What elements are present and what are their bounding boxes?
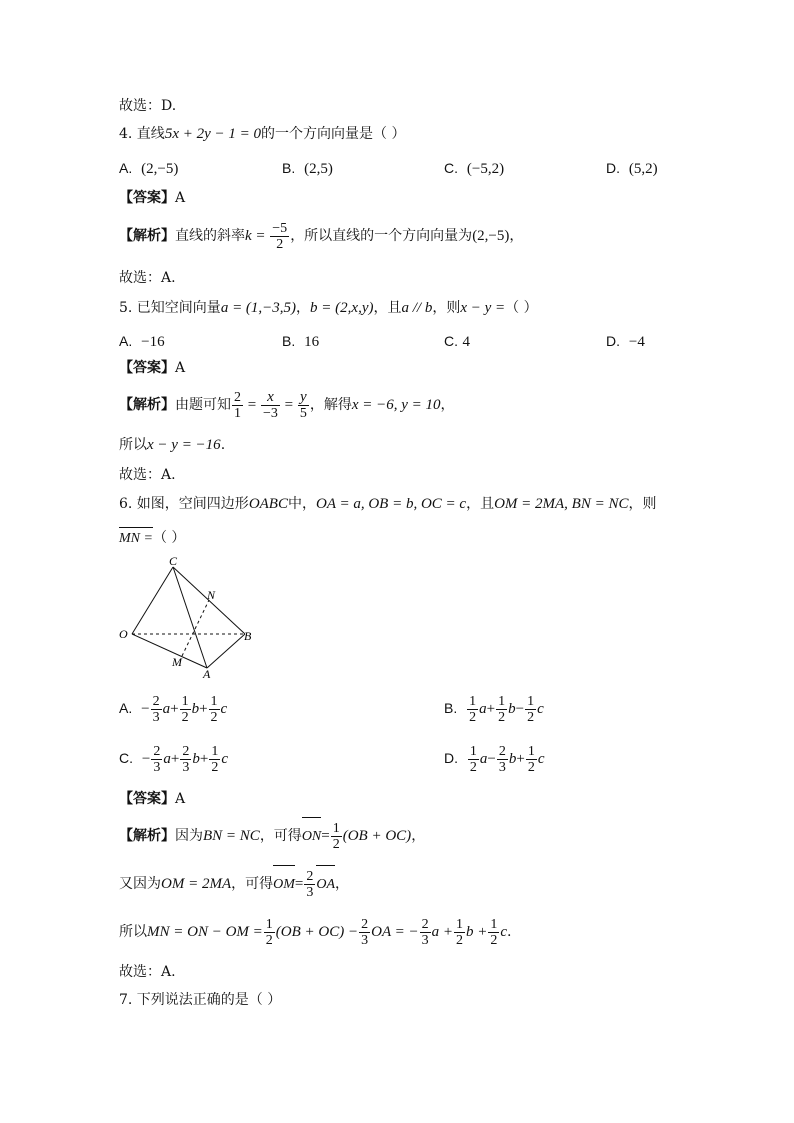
mn-vector: MN = [119,529,153,549]
vector-a: a [479,751,488,767]
q4-line-equation: 5x + 2y − 1 = 0 [164,126,261,142]
option-label: D. [606,333,620,349]
option-text: (2,−5) [141,161,179,177]
q4-option-b [282,158,333,179]
vector-sum: (OB + OC) − [275,924,359,940]
separator: ，则 [432,300,461,316]
mn-expansion: MN = ON − OM = [147,924,263,940]
operator: − [487,751,496,767]
analysis-end: ， [440,397,455,413]
label-m: M [172,655,182,669]
analysis-text: ，可得 [259,828,302,844]
result-prefix: 所以 [119,437,147,453]
q4-option-d [606,158,658,179]
q6-analysis-line3 [119,914,511,950]
condition: BN = NC [203,828,260,844]
vector-a-def: a = (1,−3,5) [220,300,297,316]
equals: = [321,828,330,844]
analysis-tag: 【解析】 [119,397,175,413]
vector-b-def: b = (2,x,y) [310,300,374,316]
fraction [232,390,243,421]
numerator: 1 [490,916,498,932]
denominator: 3 [306,884,314,900]
coef [209,694,220,725]
q6-stem-text: ，且 [466,496,495,512]
analysis-text: ，所以直线的一个方向向量为 [290,228,473,244]
term-a: a + [431,924,453,940]
numerator: 2 [153,743,161,759]
q6-stem-text: 中， [287,496,316,512]
coef [496,694,507,725]
option-label: B. [444,700,458,716]
edge-co [132,567,173,634]
answer-tag: 【答案】 [119,791,175,807]
q5-analysis: 【解析】由题可知 $\frac{2}{1}$ = $\frac{x}{-3}$ = $\frac{y}{5}$ ，解得x = −6, y = 10， [119,388,455,421]
vector-a: a [162,701,171,717]
fraction [304,869,315,900]
q5-option-c [444,331,470,352]
fraction [488,917,499,948]
segment-mn-dashed [182,600,209,656]
fraction [261,390,280,421]
fraction [264,917,275,948]
denominator: 2 [469,709,477,725]
option-label: A. [119,333,133,349]
separator: ，且 [373,300,402,316]
coef [467,694,478,725]
option-text: −4 [628,334,645,350]
option-label: A. [119,160,133,176]
numerator: 2 [234,389,241,405]
label-n: N [207,588,216,602]
q6-option-c [119,740,228,777]
answer-tag: 【答案】 [119,360,175,376]
denominator: 3 [153,759,161,775]
operator: + [170,751,180,767]
option-text: −16 [141,334,165,350]
vector-sum: (OB + OC) [342,828,412,844]
coef [525,694,536,725]
coef [468,744,479,775]
q6-analysis-line2 [119,866,349,903]
operator: + [170,701,179,717]
q4-stem [119,124,405,144]
point-conditions: OM = 2MA, BN = NC [494,496,629,512]
denominator: 2 [276,236,284,252]
direction-vector: (2,−5) [472,228,510,244]
vector-c: c [221,751,228,767]
numerator: 2 [498,743,506,759]
term-b: b + [465,924,488,940]
denominator: 2 [498,709,506,725]
result-expr: x − y = −16 [147,437,221,453]
numerator: 1 [527,693,535,709]
option-text: 16 [304,334,320,350]
denominator: 2 [181,709,189,725]
q5-stem-suffix: （ ） [505,300,538,316]
parallel-condition: a // b [401,300,433,316]
denominator: 2 [265,932,273,948]
numerator: 1 [210,693,218,709]
denominator: 1 [234,405,241,421]
numerator: 1 [469,743,477,759]
analysis-end: ， [509,228,524,244]
slope-fraction [270,221,289,252]
term-c: c [500,924,507,940]
denominator: 2 [490,932,498,948]
operator: + [199,701,208,717]
numerator: 1 [469,693,477,709]
numerator: 1 [455,916,463,932]
label-a: A [203,667,211,681]
slope-label: k = [245,228,270,244]
option-text: (5,2) [628,161,658,177]
fraction [420,917,431,948]
answer-blank: （ ） [152,530,186,546]
result-end: . [220,437,226,453]
q4-conclusion: 故选：A. [119,270,176,286]
denominator: 2 [469,759,477,775]
solution: x = −6, y = 10 [351,397,441,413]
vector-c: c [537,751,545,767]
analysis-text: 因为 [175,828,203,844]
vector-b: b [508,701,516,717]
vector-c: c [537,701,544,717]
answer-value: A [175,360,186,376]
denominator: 3 [182,759,190,775]
q6-option-a [119,690,227,727]
q6-stem-line2 [119,528,185,549]
numerator: 1 [265,916,273,932]
numerator: 2 [421,916,429,932]
option-label: D. [606,160,620,176]
analysis-tag: 【解析】 [119,828,175,844]
option-label: B. [282,160,296,176]
q6-stem-text: ，则 [628,496,657,512]
option-label: C. [444,333,458,349]
label-c: C [169,556,178,568]
vector-c: c [220,701,228,717]
sign: − [141,751,151,767]
coef [209,744,220,775]
label-o: O [119,627,128,641]
fraction [359,917,370,948]
operator: + [199,751,209,767]
analysis-end: ， [411,828,426,844]
quadrilateral-name: OABC [248,496,288,512]
oa-vector: OA [316,867,335,903]
analysis-end: . [507,924,512,940]
denominator: 5 [299,405,307,421]
analysis-text: 又因为 [119,876,161,892]
option-text: (2,5) [304,161,333,177]
q5-option-b [282,331,319,352]
numerator: 1 [181,693,189,709]
vector-b: b [192,751,200,767]
q4-analysis [119,218,523,254]
edge-oa [132,634,207,668]
option-label: C. [444,160,458,176]
fraction [331,821,342,852]
denominator: 3 [421,932,429,948]
numerator: 1 [332,820,340,836]
coef [497,744,508,775]
coef [526,744,537,775]
analysis-text: 由题可知 [175,397,231,413]
on-vector: ON [302,819,321,855]
answer-value: A [175,791,186,807]
vector-a: a [163,751,171,767]
fraction [454,917,465,948]
denominator: 2 [332,836,340,852]
q3-conclusion: 故选：D. [119,98,177,114]
q4-answer [119,188,185,208]
analysis-text: ，解得 [309,397,352,413]
analysis-tag: 【解析】 [119,228,175,244]
denominator: 2 [211,759,219,775]
denominator: 3 [152,709,160,725]
q6-answer [119,789,185,809]
target-expr: x − y = [460,300,506,316]
numerator: −5 [272,220,288,236]
q4-option-c [444,158,504,179]
numerator: 1 [211,743,219,759]
option-label: D. [444,750,458,766]
coef [180,694,191,725]
q6-stem [119,494,657,514]
operator: − [515,701,525,717]
denominator: 2 [210,709,218,725]
answer-value: A [175,190,186,206]
numerator: x [261,390,280,406]
separator: ， [296,300,311,316]
denominator: 2 [527,759,535,775]
q5-conclusion: 故选：A. [119,467,176,483]
label-b: B [244,629,252,643]
q5-answer [119,358,185,378]
equals: = [294,876,304,892]
numerator: 2 [152,693,160,709]
vector-b: b [191,701,200,717]
option-text: (−5,2) [466,161,505,177]
oa-term: OA = − [371,924,419,940]
om-vector: OM [273,867,295,903]
vector-b: b [508,751,517,767]
vector-a: a [479,701,487,717]
operator: + [486,701,496,717]
q6-stem-prefix: 6. 如图，空间四边形 [119,496,249,512]
q5-stem [119,298,538,318]
edge-ab [207,634,245,668]
analysis-text: ，可得 [231,876,274,892]
answer-tag: 【答案】 [119,190,175,206]
denominator: 2 [455,932,463,948]
numerator: y [298,390,309,406]
q6-conclusion: 故选：A. [119,964,176,980]
q6-option-d [444,740,545,777]
coef [151,694,162,725]
q5-option-a [119,331,165,352]
sign: − [141,701,150,717]
denominator: 2 [527,709,535,725]
q6-analysis-line1 [119,818,425,855]
q7-stem: 7. 下列说法正确的是（ ） [119,992,282,1008]
coef [151,744,162,775]
analysis-text: 直线的斜率 [175,228,245,244]
q5-option-d [606,331,645,352]
q4-option-a [119,158,178,179]
operator: + [516,751,525,767]
denominator: 3 [361,932,369,948]
tetrahedron-figure [115,556,265,684]
option-text: 4 [462,334,470,350]
numerator: 2 [361,916,369,932]
numerator: 2 [182,743,190,759]
option-label: C. [119,750,133,766]
numerator: 1 [527,743,535,759]
denominator: 3 [498,759,506,775]
option-label: A. [119,700,133,716]
vector-definitions: OA = a, OB = b, OC = c [315,496,467,512]
denominator: −3 [262,405,278,421]
q5-stem-prefix: 5. 已知空间向量 [119,300,221,316]
q4-stem-suffix: 的一个方向向量是（ ） [261,126,406,142]
q4-stem-prefix: 4. 直线 [119,126,165,142]
numerator: 1 [498,693,506,709]
option-label: B. [282,333,296,349]
condition: OM = 2MA [161,876,232,892]
q6-option-b [444,690,544,727]
analysis-text: 所以 [119,924,147,940]
coef [180,744,191,775]
numerator: 2 [306,868,314,884]
q5-result-line [119,435,225,455]
analysis-end: ， [335,876,350,892]
fraction [298,390,309,421]
